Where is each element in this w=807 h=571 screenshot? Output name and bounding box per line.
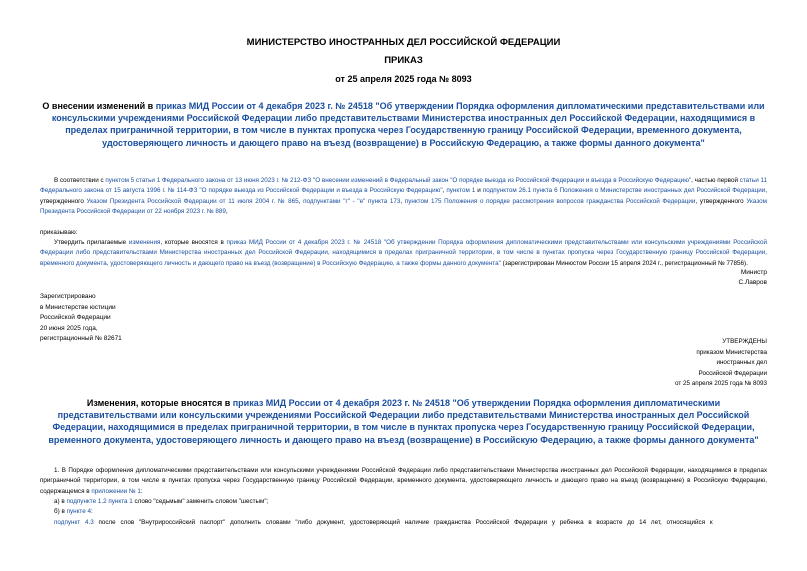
- law-link-8[interactable]: Указом Президента Российской Федерации от 22 ноября 2023 г. № 889: [40, 197, 768, 215]
- order-verb: приказываю:: [40, 229, 78, 236]
- changes-heading: [40, 397, 767, 446]
- registration-line: Зарегистрировано: [40, 293, 96, 300]
- text: :: [140, 487, 143, 495]
- registration-line: 20 июня 2025 года,: [40, 324, 98, 332]
- point-link[interactable]: пункте 4: [66, 508, 91, 515]
- text: после слов "Внутрироссийский паспорт" дополнить словами "либо документ, удостоверяющий наличие гражданства Российской Федерации у ребенка в возрасте до 14 лет, относящийся к: [93, 519, 713, 526]
- approved-line: иностранных дел: [716, 359, 767, 366]
- text: , утвержденного: [40, 187, 767, 205]
- text: ,: [225, 207, 228, 215]
- signature-block: [738, 268, 767, 288]
- law-link-5[interactable]: Указом Президента Российской Федерации от 11 июля 2004 г. № 865: [86, 197, 299, 205]
- signature-position: Министр: [740, 269, 767, 276]
- document-date-number: от 25 апреля 2025 года № 8093: [335, 74, 472, 84]
- text: , которые вносятся в: [160, 239, 227, 246]
- text: (зарегистрирован Минюстом России 15 апреля 2024 г., регистрационный № 77856).: [500, 259, 748, 267]
- text: :: [91, 508, 93, 515]
- law-link-2[interactable]: статьи 11 Федерального закона от 15 августа 1996 г. № 114-ФЗ "О порядке выезда из Российской Федерации и въезда в Российскую Федерацию": [40, 177, 768, 195]
- document-type: ПРИКАЗ: [384, 55, 423, 66]
- text: 1. В Порядке оформления дипломатическими представительствами или консульскими учреждениями Российской Федерации либо представительствами Министерства иностранных дел Российской Федерации, находящимися в пределах приграничной территории, в том числе в пунктах пропуска через Государственную границу Российской Федерации, временного документа, удостоверяющего личность и дающего право на въезд (возвращение) в Российскую Федерацию, содержащемся в: [40, 467, 767, 495]
- law-link-7[interactable]: пунктом 175 Положения о порядке рассмотрения вопросов гражданства Российской Федерации: [404, 197, 696, 205]
- registration-line: регистрационный № 82671: [40, 335, 122, 342]
- approved-line: УТВЕРЖДЕНЫ: [722, 338, 767, 345]
- ministry-title: МИНИСТЕРСТВО ИНОСТРАННЫХ ДЕЛ РОССИЙСКОЙ ФЕДЕРАЦИИ: [246, 37, 561, 48]
- changes-link[interactable]: изменения: [128, 239, 161, 246]
- approved-line: Российской Федерации: [698, 369, 767, 377]
- item-b-subpoint: [40, 518, 781, 528]
- approved-block: [675, 337, 767, 390]
- text: , частью первой: [691, 177, 740, 184]
- text: В соответствии с: [54, 177, 106, 184]
- text: а) в: [54, 498, 67, 505]
- law-link-6[interactable]: подпунктами "г" - "е" пункта 173: [303, 197, 401, 205]
- text: ,: [400, 197, 405, 205]
- text: Утвердить прилагаемые: [54, 239, 129, 246]
- subpoint-link[interactable]: подпункте 1.2 пункта 1: [66, 498, 133, 505]
- item-b: [40, 507, 781, 517]
- text: ,: [442, 187, 447, 195]
- registration-line: Российской Федерации: [40, 314, 111, 321]
- law-link-3[interactable]: пунктом 1: [446, 187, 476, 195]
- subpoint-link[interactable]: подпункт 4.3: [54, 519, 94, 526]
- item-1: [40, 466, 767, 497]
- heading-order-link[interactable]: приказ МИД России от 4 декабря 2023 г. № 24518 "Об утверждении Порядка оформления дипломатическими представительствами или консульскими учреждениями Российской Федерации либо представительствами Министерства иностранных дел Российской Федерации, находящимися в пределах приграничной территории, в том числе в пунктах пропуска через Государственную границу Российской Федерации, временного документа, удостоверяющего личность и дающего право на въезд (возвращение) в Российскую Федерацию, а также формы данного документа": [48, 398, 759, 445]
- order-link[interactable]: приказ МИД России от 4 декабря 2023 г. № 24518 "Об утверждении Порядка оформления дипломатическими представительствами или консульскими учреждениями Российской Федерации либо представительствами Министерства иностранных дел Российской Федерации, находящимися в пределах приграничной территории, в том числе в пунктах пропуска через Государственную границу Российской Федерации, временного документа, удостоверяющего личность и дающего право на въезд (возвращение) в Российскую Федерацию, а также формы данного документа": [40, 239, 767, 267]
- text: , утвержденного: [695, 197, 747, 205]
- text: и: [475, 187, 483, 195]
- heading-prefix: Изменения, которые вносятся в: [86, 398, 233, 408]
- document-heading: [40, 100, 767, 149]
- registration-line: в Министерстве юстиции: [40, 303, 116, 311]
- text: ,: [298, 197, 304, 205]
- text: б) в: [54, 508, 67, 515]
- item-a: [40, 497, 781, 507]
- law-link-4[interactable]: подпунктом 26.1 пункта 6 Положения о Министерстве иностранных дел Российской Федерации: [482, 187, 766, 195]
- heading-order-link[interactable]: приказ МИД России от 4 декабря 2023 г. № 24518 "Об утверждении Порядка оформления дипломатическими представительствами или консульскими учреждениями Российской Федерации либо представительствами Министерства иностранных дел Российской Федерации, находящимися в пределах приграничной территории, в том числе в пунктах пропуска через Государственную границу Российской Федерации, временного документа, удостоверяющего личность и дающего право на въезд (возвращение) в Российскую Федерацию, а также формы данного документа": [51, 101, 765, 148]
- approved-line: приказом Министерства: [696, 348, 767, 356]
- appendix-link[interactable]: приложении № 1: [91, 487, 141, 495]
- order-paragraph: [40, 238, 767, 269]
- signature-name: С.Лавров: [738, 279, 767, 286]
- text: слово "седьмым" заменить словом "шестым";: [132, 498, 269, 505]
- preamble-paragraph: [40, 176, 767, 217]
- law-link-1[interactable]: пунктом 5 статьи 1 Федерального закона от 13 июня 2023 г. № 212-ФЗ "О внесении изменений в Федеральный закон "О порядке выезда из Российской Федерации и въезда в Российскую Федерацию": [105, 177, 692, 184]
- registration-block: [40, 292, 122, 345]
- heading-prefix: О внесении изменений в: [42, 101, 156, 111]
- approved-line: от 25 апреля 2025 года № 8093: [674, 380, 767, 387]
